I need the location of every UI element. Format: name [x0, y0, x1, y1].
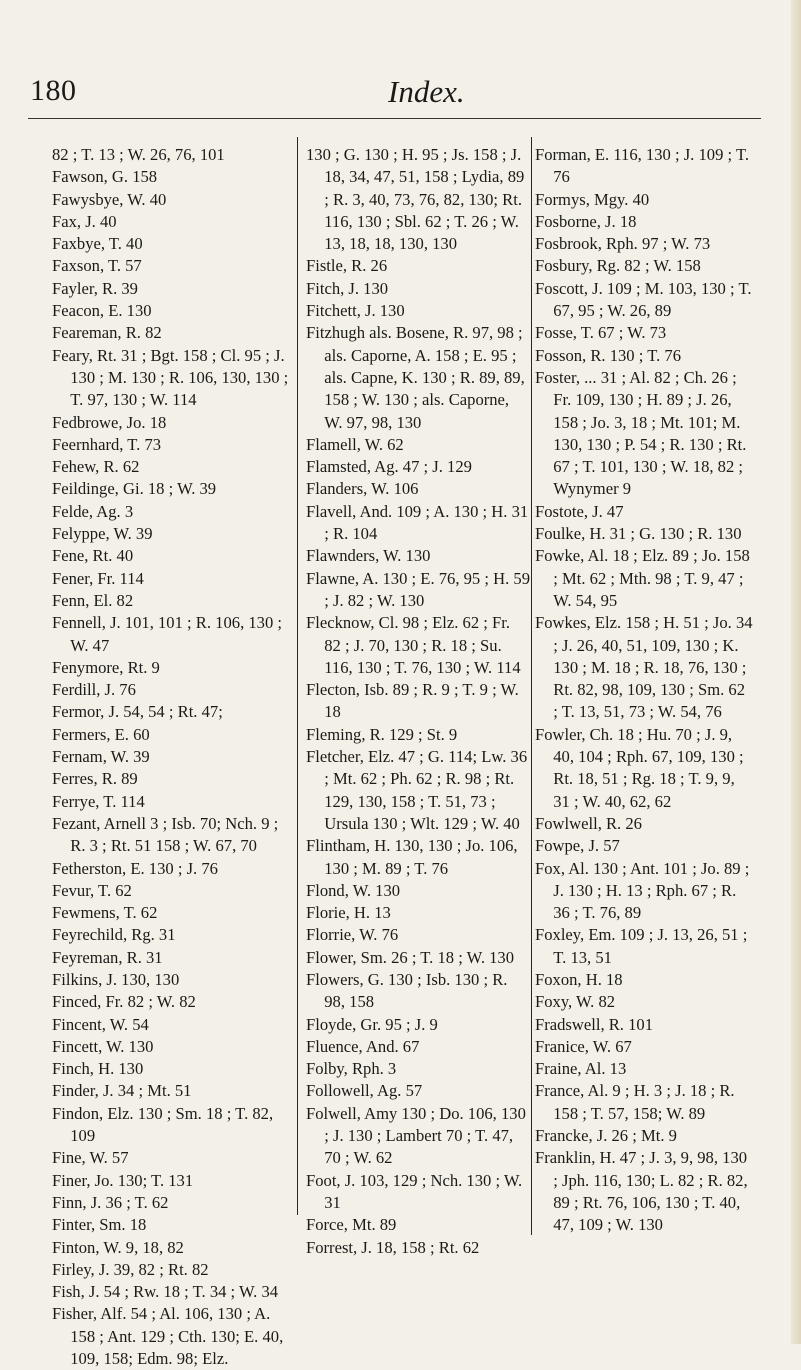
index-entry: Fluence, And. 67: [306, 1036, 420, 1056]
index-entry: Fine, W. 57: [52, 1148, 129, 1168]
index-entry: Flawne, A. 130 ; E. 76, 95 ; H. 59 ; J. 82 ; W. 130: [306, 568, 531, 610]
index-entry: Fennell, J. 101, 101 ; R. 106, 130 ; W. 47: [52, 613, 283, 655]
index-entry: Flintham, H. 130, 130 ; Jo. 106, 130 ; M. 89 ; T. 76: [306, 836, 518, 878]
index-entry: Feyrechild, Rg. 31: [52, 925, 176, 945]
index-entry: Franklin, H. 47 ; J. 3, 9, 98, 130 ; Jph. 116, 130; L. 82 ; R. 82, 89 ; Rt. 76, 106, 130 ; T. 40, 47, 109 ; W. 130: [535, 1148, 748, 1235]
index-entry: Fincent, W. 54: [52, 1014, 149, 1034]
index-entry: Flecton, Isb. 89 ; R. 9 ; T. 9 ; W. 18: [306, 680, 519, 722]
index-entry: Feacon, E. 130: [52, 301, 152, 321]
index-entry: France, Al. 9 ; H. 3 ; J. 18 ; R. 158 ; T. 57, 158; W. 89: [535, 1081, 735, 1123]
index-entry: Force, Mt. 89: [306, 1215, 397, 1235]
index-entry: Fowke, Al. 18 ; Elz. 89 ; Jo. 158 ; Mt. 62 ; Mth. 98 ; T. 9, 47 ; W. 54, 95: [535, 546, 750, 610]
index-entry: Finer, Jo. 130; T. 131: [52, 1170, 194, 1190]
index-entry: Ferrye, T. 114: [52, 791, 145, 811]
index-column-2: [306, 144, 530, 1259]
index-entry: Fitch, J. 130: [306, 278, 389, 298]
index-entry: Fostote, J. 47: [535, 501, 624, 521]
index-entry: Fax, J. 40: [52, 211, 117, 231]
index-entry: Floyde, Gr. 95 ; J. 9: [306, 1014, 438, 1034]
index-entry: Fenymore, Rt. 9: [52, 657, 160, 677]
index-entry: Finter, Sm. 18: [52, 1215, 147, 1235]
index-entry: Feary, Rt. 31 ; Bgt. 158 ; Cl. 95 ; J. 130 ; M. 130 ; R. 106, 130, 130 ; T. 97, 130 ; W. 114: [52, 345, 289, 410]
index-entry: Fosbury, Rg. 82 ; W. 158: [535, 256, 701, 276]
index-entry: Fosborne, J. 18: [535, 211, 637, 231]
index-entry: Flavell, And. 109 ; A. 130 ; H. 31 ; R. 104: [306, 501, 529, 544]
index-entry: Fevur, T. 62: [52, 880, 132, 900]
index-entry: Fradswell, R. 101: [535, 1014, 653, 1034]
index-entry: Fosse, T. 67 ; W. 73: [535, 323, 667, 343]
column-divider-1: [297, 137, 298, 1215]
header-rule: [28, 118, 761, 119]
index-entry: Foxon, H. 18: [535, 969, 623, 989]
index-entry: Fitchett, J. 130: [306, 301, 405, 321]
index-entry: Fernam, W. 39: [52, 747, 150, 767]
index-entry: 82 ; T. 13 ; W. 26, 76, 101: [52, 145, 225, 164]
index-entry: Flamell, W. 62: [306, 434, 404, 454]
running-title: Index.: [388, 74, 465, 109]
index-entry: Fawson, G. 158: [52, 167, 158, 187]
index-entry: Formys, Mgy. 40: [535, 189, 650, 209]
index-entry: Fish, J. 54 ; Rw. 18 ; T. 34 ; W. 34: [52, 1282, 279, 1302]
index-entry: Finton, W. 9, 18, 82: [52, 1237, 184, 1257]
index-entry: Fenn, El. 82: [52, 590, 134, 610]
index-entry: 130 ; G. 130 ; H. 95 ; Js. 158 ; J. 18, 34, 47, 51, 158 ; Lydia, 89 ; R. 3, 40, 73, 76, 82, 130; Rt. 116, 130 ; Sbl. 62 ; T. 26 ; W. 13, 18, 18, 130, 130: [306, 145, 525, 254]
index-column-1: [52, 144, 297, 1370]
index-entry: Flond, W. 130: [306, 880, 401, 900]
index-entry: Folwell, Amy 130 ; Do. 106, 130 ; J. 130 ; Lambert 70 ; T. 47, 70 ; W. 62: [306, 1103, 526, 1168]
index-entry: Fowpe, J. 57: [535, 836, 620, 856]
index-entry: Felyppe, W. 39: [52, 524, 153, 544]
index-entry: Florie, H. 13: [306, 903, 391, 923]
index-entry: Flowers, G. 130 ; Isb. 130 ; R. 98, 158: [306, 969, 508, 1012]
index-entry: Foster, ... 31 ; Al. 82 ; Ch. 26 ; Fr. 109, 130 ; H. 89 ; J. 26, 158 ; Jo. 3, 18 ; Mt. 101; M. 130, 130 ; P. 54 ; R. 130 ; Rt. 67 ; T. 101, 130 ; W. 18, 82 ; Wynymer 9: [535, 367, 747, 499]
index-entry: Fedbrowe, Jo. 18: [52, 412, 167, 432]
index-entry: Fene, Rt. 40: [52, 546, 134, 566]
page-number: 180: [30, 74, 77, 107]
index-entry: Ferres, R. 89: [52, 769, 138, 789]
index-entry: Fezant, Arnell 3 ; Isb. 70; Nch. 9 ; R. 3 ; Rt. 51 158 ; W. 67, 70: [52, 813, 279, 856]
index-entry: Findon, Elz. 130 ; Sm. 18 ; T. 82, 109: [52, 1103, 274, 1146]
index-entry: Flower, Sm. 26 ; T. 18 ; W. 130: [306, 947, 515, 967]
index-entry: Fowlwell, R. 26: [535, 813, 642, 833]
index-entry: Fletcher, Elz. 47 ; G. 114; Lw. 36 ; Mt. 62 ; Ph. 62 ; R. 98 ; Rt. 129, 130, 158 ; T. 51, 73 ; Ursula 130 ; Wlt. 129 ; W. 40: [306, 747, 528, 833]
index-entry: Foot, J. 103, 129 ; Nch. 130 ; W. 31: [306, 1170, 523, 1212]
index-entry: Fayler, R. 39: [52, 278, 138, 298]
index-entry: Francke, J. 26 ; Mt. 9: [535, 1126, 677, 1146]
index-entry: Foulke, H. 31 ; G. 130 ; R. 130: [535, 524, 742, 544]
index-entry: Forrest, J. 18, 158 ; Rt. 62: [306, 1237, 480, 1257]
index-entry: Fosson, R. 130 ; T. 76: [535, 345, 681, 365]
index-entry: Fawysbye, W. 40: [52, 189, 167, 209]
index-entry: Fisher, Alf. 54 ; Al. 106, 130 ; A. 158 ; Ant. 129 ; Cth. 130; E. 40, 109, 158; Edm. 98; Elz.: [52, 1304, 284, 1369]
index-entry: Firley, J. 39, 82 ; Rt. 82: [52, 1259, 209, 1279]
column-divider-2: [531, 137, 532, 1235]
index-entry: Followell, Ag. 57: [306, 1081, 423, 1101]
index-entry: Finced, Fr. 82 ; W. 82: [52, 992, 196, 1012]
index-entry: Felde, Ag. 3: [52, 501, 134, 521]
index-entry: Fleming, R. 129 ; St. 9: [306, 724, 458, 744]
index-entry: Florrie, W. 76: [306, 925, 399, 945]
index-entry: Faxbye, T. 40: [52, 234, 143, 254]
index-entry: Foscott, J. 109 ; M. 103, 130 ; T. 67, 95 ; W. 26, 89: [535, 278, 752, 321]
index-entry: Faxson, T. 57: [52, 256, 142, 276]
index-entry: Fewmens, T. 62: [52, 903, 158, 923]
index-entry: Foxy, W. 82: [535, 992, 616, 1012]
index-entry: Forman, E. 116, 130 ; J. 109 ; T. 76: [535, 145, 750, 187]
index-entry: Folby, Rph. 3: [306, 1059, 397, 1079]
index-entry: Feareman, R. 82: [52, 323, 162, 343]
index-entry: Foxley, Em. 109 ; J. 13, 26, 51 ; T. 13, 51: [535, 925, 748, 967]
index-entry: Flanders, W. 106: [306, 479, 419, 499]
index-column-3: [535, 144, 753, 1237]
index-entry: Finch, H. 130: [52, 1059, 144, 1079]
index-entry: Franice, W. 67: [535, 1036, 632, 1056]
index-entry: Finn, J. 36 ; T. 62: [52, 1192, 169, 1212]
index-entry: Flamsted, Ag. 47 ; J. 129: [306, 457, 472, 477]
index-entry: Fraine, Al. 13: [535, 1059, 627, 1079]
index-entry: Fermor, J. 54, 54 ; Rt. 47;: [52, 702, 223, 722]
index-entry: Fosbrook, Rph. 97 ; W. 73: [535, 234, 711, 254]
index-entry: Finder, J. 34 ; Mt. 51: [52, 1081, 192, 1101]
page-edge: [791, 0, 801, 1344]
index-entry: Fermers, E. 60: [52, 724, 150, 744]
index-entry: Flawnders, W. 130: [306, 546, 431, 566]
index-entry: Fincett, W. 130: [52, 1036, 154, 1056]
index-entry: Filkins, J. 130, 130: [52, 969, 180, 989]
index-entry: Fehew, R. 62: [52, 457, 140, 477]
index-entry: Fowler, Ch. 18 ; Hu. 70 ; J. 9, 40, 104 ; Rph. 67, 109, 130 ; Rt. 18, 51 ; Rg. 18 ; T. 9, 9, 31 ; W. 40, 62, 62: [535, 724, 744, 811]
index-entry: Feildinge, Gi. 18 ; W. 39: [52, 479, 217, 499]
index-entry: Fowkes, Elz. 158 ; H. 51 ; Jo. 34 ; J. 26, 40, 51, 109, 130 ; K. 130 ; M. 18 ; R. 18, 76, 130 ; Rt. 82, 98, 109, 130 ; Sm. 62 ; T. 13, 51, 73 ; W. 54, 76: [535, 613, 753, 722]
index-entry: Feyreman, R. 31: [52, 947, 163, 967]
index-entry: Fistle, R. 26: [306, 256, 388, 276]
index-entry: Flecknow, Cl. 98 ; Elz. 62 ; Fr. 82 ; J. 70, 130 ; R. 18 ; Su. 116, 130 ; T. 76, 130 ; W. 114: [306, 613, 521, 677]
index-entry: Fox, Al. 130 ; Ant. 101 ; Jo. 89 ; J. 130 ; H. 13 ; Rph. 67 ; R. 36 ; T. 76, 89: [535, 858, 750, 923]
index-entry: Ferdill, J. 76: [52, 680, 136, 700]
index-entry: Fetherston, E. 130 ; J. 76: [52, 858, 218, 878]
index-entry: Feernhard, T. 73: [52, 434, 162, 454]
index-entry: Fitzhugh als. Bosene, R. 97, 98 ; als. Caporne, A. 158 ; E. 95 ; als. Capne, K. 130 ; R. 89, 89, 158 ; W. 130 ; als. Caporne, W. 97, 98, 130: [306, 323, 525, 432]
index-entry: Fener, Fr. 114: [52, 568, 144, 588]
